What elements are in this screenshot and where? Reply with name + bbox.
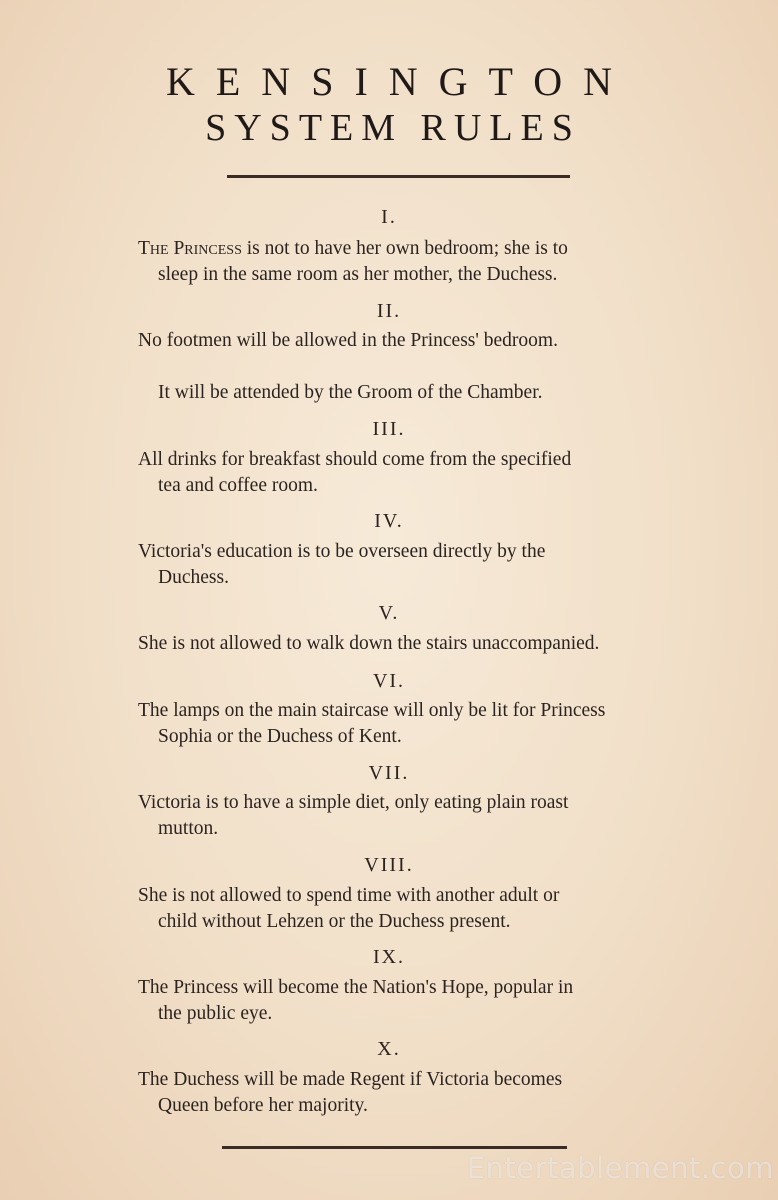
title-line-2: SYSTEM RULES xyxy=(205,107,581,149)
rule-numeral-7: VII. xyxy=(368,762,410,784)
rule-numeral-10: X. xyxy=(377,1038,401,1060)
rule-text-8: She is not allowed to spend time with another adult or child without Lehzen or the Duchess present. xyxy=(138,885,560,932)
top-divider xyxy=(227,175,570,178)
rule-text-1: The Princess is not to have her own bedroom; she is to sleep in the same room as her mother, the Duchess. xyxy=(138,238,568,285)
rule-numeral-3: III. xyxy=(372,418,406,440)
rule-text-2b: It will be attended by the Groom of the Chamber. xyxy=(158,382,543,403)
title-line-1: KENSINGTON xyxy=(165,59,634,104)
rule-text-2a: No footmen will be allowed in the Princess' bedroom. xyxy=(138,330,558,351)
rule-text-10: The Duchess will be made Regent if Victoria becomes Queen before her majority. xyxy=(138,1069,563,1116)
rule-numeral-8: VIII. xyxy=(364,854,414,876)
rule-numeral-6: VI. xyxy=(372,670,406,692)
rule-lead-1: The Princess xyxy=(138,238,242,259)
rule-text-9: The Princess will become the Nation's Hope, popular in the public eye. xyxy=(138,977,574,1024)
rule-numeral-5: V. xyxy=(378,602,400,624)
rule-text-3: All drinks for breakfast should come from the specified tea and coffee room. xyxy=(138,449,572,496)
rule-numeral-1: I. xyxy=(381,206,397,228)
rule-numeral-4: IV. xyxy=(374,510,404,532)
bottom-divider xyxy=(222,1146,567,1149)
rule-text-7: Victoria is to have a simple diet, only eating plain roast mutton. xyxy=(138,792,569,839)
rule-text-5: She is not allowed to walk down the stairs unaccompanied. xyxy=(138,633,600,654)
rule-numeral-2: II. xyxy=(376,300,402,322)
rule-text-4: Victoria's education is to be overseen directly by the Duchess. xyxy=(138,541,546,588)
rule-numeral-9: IX. xyxy=(372,946,406,968)
rule-text-6: The lamps on the main staircase will only be lit for Princess Sophia or the Duchess of Kent. xyxy=(138,700,606,747)
watermark: Entertablement.com xyxy=(466,1151,774,1185)
